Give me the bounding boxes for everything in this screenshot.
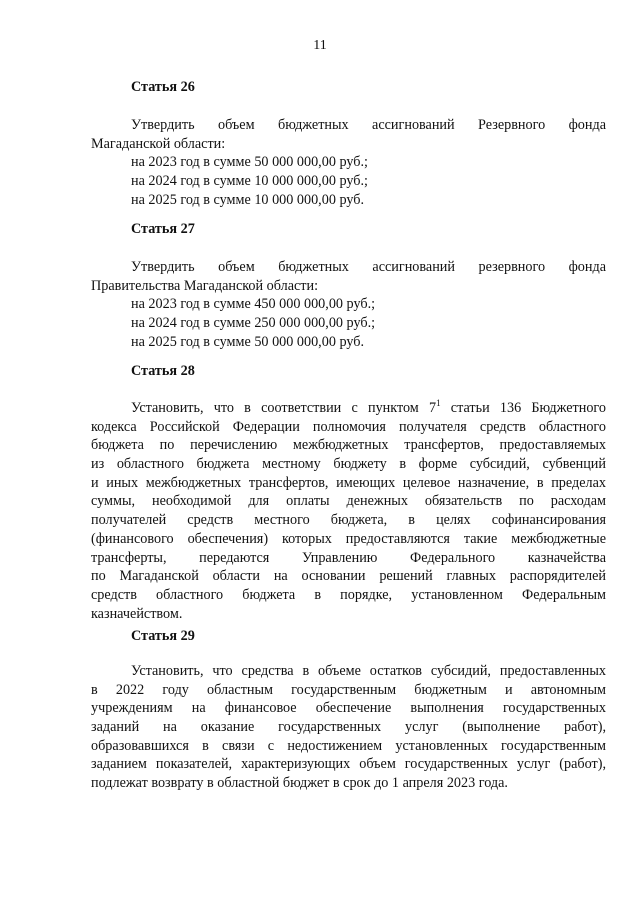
article-28-line: казначейством.: [91, 605, 183, 622]
article-28-line: трансферты, передаются Управлению Федерального казначейства: [91, 549, 606, 566]
article-29-body: [91, 662, 606, 793]
article-28-text: Установить, что в соответствии с пунктом 7: [131, 400, 437, 416]
article-28-line: средств областного бюджета в порядке, установленном Федеральным: [91, 586, 606, 603]
article-26-heading: Статья 26: [131, 79, 195, 95]
article-27-line: на 2024 год в сумме 250 000 000,00 руб.;: [131, 315, 376, 332]
article-26-line: на 2025 год в сумме 10 000 000,00 руб.: [131, 191, 365, 208]
article-28-line: получателей средств местного бюджета, в целях софинансирования: [91, 512, 606, 529]
article-28-text: статьи 136 Бюджетного: [440, 400, 606, 416]
article-28-line: бюджета по перечислению межбюджетных трансфертов, предоставляемых: [91, 437, 606, 454]
article-29-line: в 2022 году областным государственным бюджетным и автономным: [91, 681, 606, 698]
article-29-line: Установить, что средства в объеме остатков субсидий, предоставленных: [131, 663, 606, 679]
article-27-line: Правительства Магаданской области:: [91, 277, 319, 294]
article-29-line: подлежат возврату в областной бюджет в срок до 1 апреля 2023 года.: [91, 775, 508, 792]
article-29-line: учреждениям на финансовое обеспечение выполнения государственных: [91, 700, 606, 717]
article-26-line: Утвердить объем бюджетных ассигнований Резервного фонда: [131, 117, 606, 133]
article-28-line: по Магаданской области на основании решений главных распорядителей: [91, 568, 606, 585]
article-27-line: на 2025 год в сумме 50 000 000,00 руб.: [131, 333, 365, 350]
article-28-line: [91, 399, 606, 418]
article-26-line: на 2023 год в сумме 50 000 000,00 руб.;: [131, 154, 368, 171]
article-26-body: [91, 116, 606, 209]
article-26-line: на 2024 год в сумме 10 000 000,00 руб.;: [131, 173, 368, 190]
article-27-line: на 2023 год в сумме 450 000 000,00 руб.;: [131, 296, 376, 313]
article-29-heading: Статья 29: [131, 628, 195, 644]
article-27-heading: Статья 27: [131, 221, 195, 237]
article-28-line: кодекса Российской Федерации полномочия получателя средств областного: [91, 418, 606, 435]
article-27-body: [91, 258, 606, 351]
article-27-line: Утвердить объем бюджетных ассигнований резервного фонда: [131, 259, 606, 275]
page-number: 11: [313, 38, 327, 53]
article-28-line: из областного бюджета местному бюджету в форме субсидий, субвенций: [91, 456, 606, 473]
article-29-line: заданий на оказание государственных услуг (выполнение работ),: [91, 719, 606, 736]
article-28-heading: Статья 28: [131, 363, 195, 379]
article-28-line: суммы, необходимой для оплаты денежных обязательств по расходам: [91, 493, 606, 510]
article-28-body: [91, 399, 606, 623]
article-29-line: образовавшихся в связи с недостижением установленных государственным: [91, 737, 606, 754]
article-26-line: Магаданской области:: [91, 135, 226, 152]
article-28-line: (финансового обеспечения) которых предоставляются такие межбюджетные: [91, 530, 606, 547]
article-29-line: заданием показателей, характеризующих объем государственных услуг (работ),: [91, 756, 606, 773]
superscript: 1: [436, 398, 441, 408]
article-28-line: и иных межбюджетных трансфертов, имеющих целевое назначение, в пределах: [91, 474, 606, 491]
